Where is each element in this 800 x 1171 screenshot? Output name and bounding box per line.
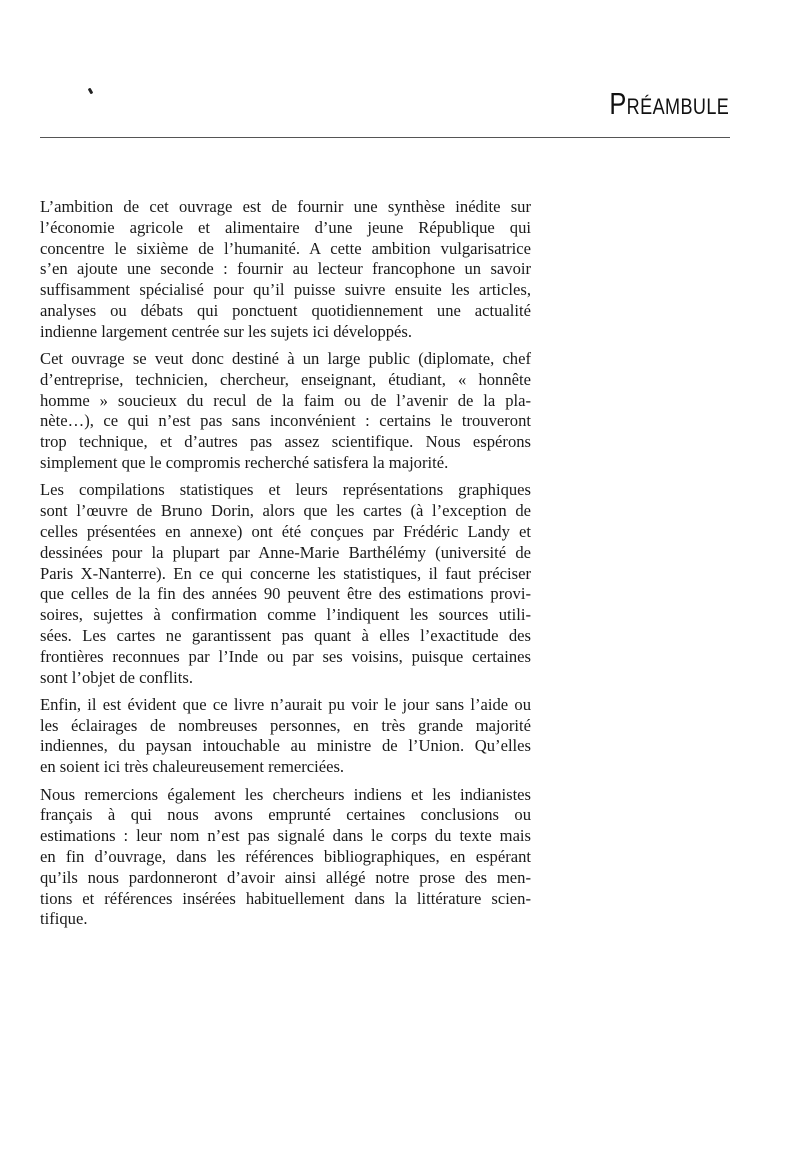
text-line: L’ambition de cet ouvrage est de fournir une synthèse inédite sur	[40, 197, 531, 216]
text-line: dessinées pour la plupart par Anne-Marie Barthélémy (université de	[40, 542, 531, 562]
text-line: que celles de la fin des années 90 peuvent être des estimations provi-	[40, 584, 531, 604]
paragraph	[40, 349, 531, 474]
text-line: tions et références insérées habituellement dans la littérature scien-	[40, 888, 531, 908]
paragraph	[40, 480, 531, 688]
text-line: en fin d’ouvrage, dans les références bibliographiques, en espérant	[40, 846, 531, 866]
text-line: Les compilations statistiques et leurs représentations graphiques	[40, 480, 531, 500]
text-line: analyses ou débats qui ponctuent quotidiennement une actualité	[40, 300, 531, 320]
header-rule	[40, 137, 730, 138]
body-text	[40, 197, 531, 937]
text-line: l’économie agricole et alimentaire d’une jeune République qui	[40, 217, 531, 237]
text-line: Cet ouvrage se veut donc destiné à un large public (diplomate, chef	[40, 349, 531, 369]
text-line: nète…), ce qui n’est pas sans inconvénient : certains le trouveront	[40, 411, 531, 431]
text-line: sont l’objet de conflits.	[40, 667, 194, 687]
paragraph	[40, 785, 531, 931]
text-line: Paris X-Nanterre). En ce qui concerne les statistiques, il faut préciser	[40, 563, 531, 583]
text-line: s’en ajoute une seconde : fournir au lecteur francophone un savoir	[40, 259, 531, 279]
text-line: estimations : leur nom n’est pas signalé dans le corps du texte mais	[40, 826, 531, 846]
text-line: les éclairages de nombreuses personnes, en très grande majorité	[40, 715, 531, 735]
stray-mark	[88, 88, 94, 95]
text-line: soires, sujettes à confirmation comme l’indiquent les sources utili-	[40, 605, 531, 625]
paragraph	[40, 197, 531, 343]
text-line: sont l’œuvre de Bruno Dorin, alors que les cartes (à l’exception de	[40, 501, 531, 521]
text-line: en soient ici très chaleureusement remerciées.	[40, 757, 345, 777]
text-line: simplement que le compromis recherché satisfera la majorité.	[40, 453, 449, 473]
text-line: indienne largement centrée sur les sujets ici développés.	[40, 321, 413, 341]
text-line: sées. Les cartes ne garantissent pas quant à elles l’exactitude des	[40, 625, 531, 645]
text-line: tifique.	[40, 909, 88, 929]
text-line: homme » soucieux du recul de la faim ou de l’avenir de la pla-	[40, 390, 531, 410]
text-line: celles présentées en annexe) ont été conçues par Frédéric Landy et	[40, 521, 531, 541]
page-title: Préambule	[609, 86, 729, 121]
text-line: suffisamment spécialisé pour qu’il puisse suivre ensuite les articles,	[40, 280, 531, 300]
paragraph	[40, 695, 531, 778]
text-line: trop technique, et d’autres pas assez scientifique. Nous espérons	[40, 432, 531, 452]
text-line: concentre le sixième de l’humanité. A cette ambition vulgarisatrice	[40, 238, 531, 258]
text-line: Nous remercions également les chercheurs indiens et les indianistes	[40, 784, 531, 804]
text-line: français à qui nous avons emprunté certaines conclusions ou	[40, 805, 531, 825]
text-line: Enfin, il est évident que ce livre n’aurait pu voir le jour sans l’aide ou	[40, 694, 531, 714]
text-line: d’entreprise, technicien, chercheur, enseignant, étudiant, « honnête	[40, 369, 531, 389]
text-line: indiennes, du paysan intouchable au ministre de l’Union. Qu’elles	[40, 736, 531, 756]
text-line: frontières reconnues par l’Inde ou par ses voisins, puisque certaines	[40, 646, 531, 666]
text-line: qu’ils nous pardonneront d’avoir ainsi allégé notre prose des men-	[40, 867, 531, 887]
